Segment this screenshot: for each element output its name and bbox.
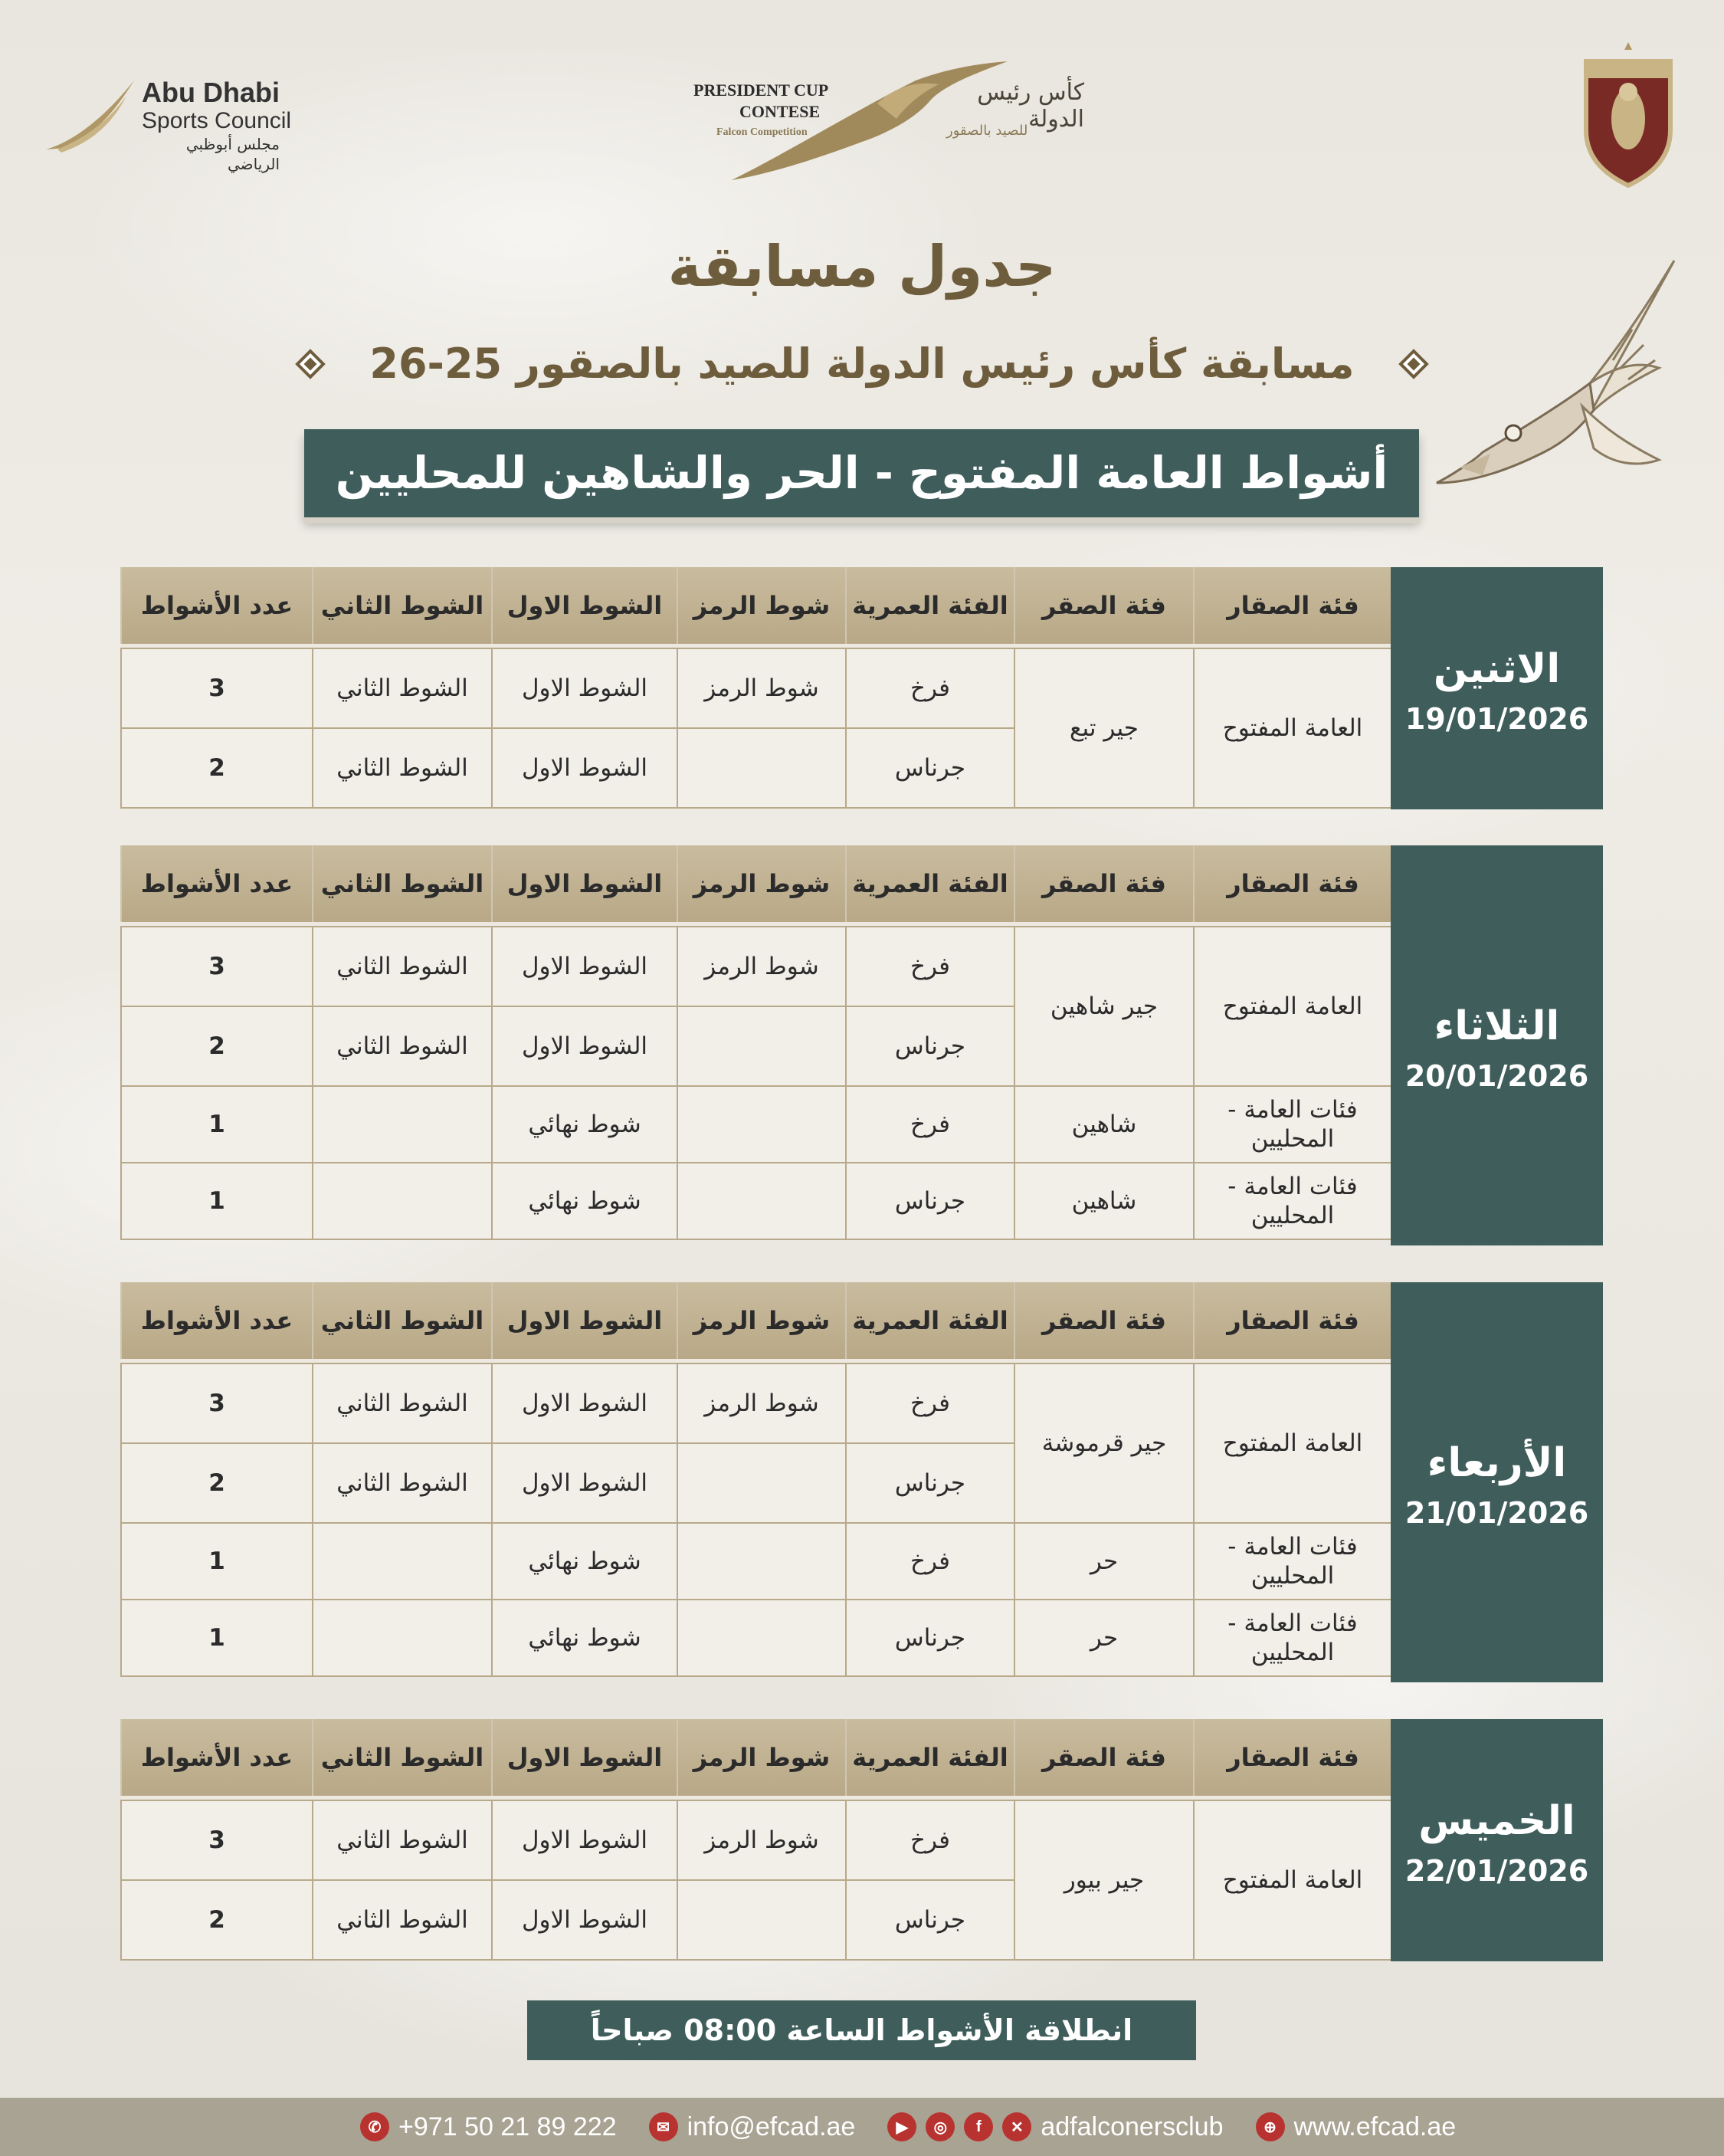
president-cup-logo	[686, 57, 1084, 188]
column-header: فئة الصقر	[1014, 1282, 1194, 1359]
first-round-cell: الشوط الاول	[492, 648, 677, 728]
column-header: شوط الرمز	[677, 1719, 846, 1796]
falconer-category-cell: فئات العامة - المحليين	[1194, 1600, 1391, 1676]
column-header: الشوط الاول	[492, 1719, 677, 1796]
day-block-tuesday	[120, 845, 1603, 1245]
second-round-cell: الشوط الثاني	[313, 1800, 492, 1880]
falconer-category-cell: فئات العامة - المحليين	[1194, 1163, 1391, 1239]
table-header-row	[121, 1719, 1391, 1796]
age-group-cell: جرناس	[846, 1600, 1014, 1676]
age-group-cell: فرخ	[846, 1363, 1014, 1443]
column-header: شوط الرمز	[677, 567, 846, 644]
round-count-cell: 3	[121, 648, 313, 728]
round-count-cell: 2	[121, 1880, 313, 1960]
column-header: الفئة العمرية	[846, 1719, 1014, 1796]
column-header: عدد الأشواط	[121, 1719, 313, 1796]
schedule-table	[120, 1282, 1392, 1677]
footer-contacts	[360, 2098, 1456, 2156]
falcon-category-cell: حر	[1014, 1523, 1194, 1600]
shield-emblem-icon	[1575, 38, 1682, 192]
symbol-round-cell	[677, 1443, 846, 1523]
category-banner-text: أشواط العامة المفتوح - الحر والشاهين للمحليين	[335, 447, 1388, 499]
age-group-cell: جرناس	[846, 1006, 1014, 1086]
table-row	[121, 1363, 1391, 1443]
round-count-cell: 1	[121, 1086, 313, 1163]
falcon-category-cell: جير شاهين	[1014, 927, 1194, 1086]
age-group-cell: فرخ	[846, 1800, 1014, 1880]
symbol-round-cell	[677, 1006, 846, 1086]
second-round-cell	[313, 1163, 492, 1239]
symbol-round-cell: شوط الرمز	[677, 927, 846, 1006]
first-round-cell: الشوط الاول	[492, 728, 677, 808]
column-header: الشوط الثاني	[313, 567, 492, 644]
subtitle-row	[295, 333, 1429, 395]
cup-subtitle-en: Falcon Competition	[716, 126, 808, 138]
table-row	[121, 648, 1391, 728]
table-row	[121, 927, 1391, 1006]
second-round-cell: الشوط الثاني	[313, 728, 492, 808]
symbol-round-cell: شوط الرمز	[677, 1800, 846, 1880]
column-header: فئة الصقار	[1194, 845, 1391, 922]
cup-title-en-1: PRESIDENT CUP	[693, 80, 829, 100]
x-twitter-icon[interactable]: ✕	[1002, 2112, 1031, 2141]
day-name: الثلاثاء	[1434, 1003, 1560, 1049]
first-round-cell: الشوط الاول	[492, 1443, 677, 1523]
day-date: 20/01/2026	[1404, 1059, 1589, 1093]
day-panel	[1391, 567, 1603, 809]
day-panel	[1391, 1719, 1603, 1961]
instagram-icon[interactable]: ◎	[926, 2112, 955, 2141]
day-panel	[1391, 1282, 1603, 1682]
cup-title-ar: كأس رئيس الدولة	[977, 79, 1084, 133]
column-header: الشوط الاول	[492, 567, 677, 644]
second-round-cell: الشوط الثاني	[313, 1363, 492, 1443]
day-block-wednesday	[120, 1282, 1603, 1682]
falconer-category-cell: العامة المفتوح	[1194, 927, 1391, 1086]
age-group-cell: جرناس	[846, 1443, 1014, 1523]
adsc-name-line1: Abu Dhabi	[142, 77, 280, 108]
falconer-category-cell: فئات العامة - المحليين	[1194, 1086, 1391, 1163]
competition-subtitle: مسابقة كأس رئيس الدولة للصيد بالصقور 25-26	[369, 340, 1355, 388]
second-round-cell	[313, 1600, 492, 1676]
column-header: فئة الصقار	[1194, 567, 1391, 644]
falcon-category-cell: شاهين	[1014, 1086, 1194, 1163]
column-header: فئة الصقار	[1194, 1719, 1391, 1796]
second-round-cell: الشوط الثاني	[313, 1880, 492, 1960]
column-header: عدد الأشواط	[121, 845, 313, 922]
flying-falcon-icon	[1429, 253, 1682, 506]
youtube-icon[interactable]: ▶	[887, 2112, 916, 2141]
first-round-cell: شوط نهائي	[492, 1163, 677, 1239]
day-block-monday	[120, 567, 1603, 809]
first-round-cell: شوط نهائي	[492, 1086, 677, 1163]
round-count-cell: 1	[121, 1600, 313, 1676]
falcon-category-cell: شاهين	[1014, 1163, 1194, 1239]
table-row	[121, 1163, 1391, 1239]
symbol-round-cell	[677, 1086, 846, 1163]
round-count-cell: 3	[121, 927, 313, 1006]
column-header: الفئة العمرية	[846, 1282, 1014, 1359]
day-panel	[1391, 845, 1603, 1245]
column-header: الشوط الاول	[492, 1282, 677, 1359]
second-round-cell: الشوط الثاني	[313, 927, 492, 1006]
column-header: الشوط الثاني	[313, 845, 492, 922]
symbol-round-cell	[677, 1880, 846, 1960]
facebook-icon[interactable]: f	[964, 2112, 993, 2141]
falcon-category-cell: جير تبع	[1014, 648, 1194, 808]
table-header-row	[121, 845, 1391, 922]
schedule-table	[120, 1719, 1392, 1961]
table-row	[121, 1600, 1391, 1676]
column-header: الشوط الثاني	[313, 1719, 492, 1796]
column-header: عدد الأشواط	[121, 1282, 313, 1359]
column-header: عدد الأشواط	[121, 567, 313, 644]
first-round-cell: الشوط الاول	[492, 927, 677, 1006]
globe-icon: ⊕	[1256, 2112, 1285, 2141]
day-block-thursday	[120, 1719, 1603, 1961]
day-name: الخميس	[1418, 1798, 1575, 1844]
day-date: 19/01/2026	[1404, 702, 1589, 736]
footer-contact-bar	[0, 2098, 1724, 2156]
column-header: فئة الصقر	[1014, 1719, 1194, 1796]
second-round-cell	[313, 1086, 492, 1163]
day-name: الأربعاء	[1427, 1440, 1567, 1486]
falcon-category-cell: جير قرموشة	[1014, 1363, 1194, 1523]
symbol-round-cell	[677, 1600, 846, 1676]
table-row	[121, 1800, 1391, 1880]
column-header: الفئة العمرية	[846, 567, 1014, 644]
age-group-cell: جرناس	[846, 1880, 1014, 1960]
page-title: جدول مسابقة	[667, 234, 1057, 300]
symbol-round-cell	[677, 1163, 846, 1239]
falcon-category-cell: حر	[1014, 1600, 1194, 1676]
column-header: شوط الرمز	[677, 845, 846, 922]
age-group-cell: فرخ	[846, 1086, 1014, 1163]
day-name: الاثنين	[1433, 646, 1561, 692]
footer-social-handle[interactable]: adfalconersclub	[1041, 2112, 1224, 2141]
second-round-cell: الشوط الثاني	[313, 1443, 492, 1523]
round-count-cell: 2	[121, 1006, 313, 1086]
round-count-cell: 3	[121, 1363, 313, 1443]
symbol-round-cell	[677, 728, 846, 808]
symbol-round-cell	[677, 1523, 846, 1600]
table-header-row	[121, 1282, 1391, 1359]
footer-email[interactable]: info@efcad.ae	[687, 2112, 856, 2141]
first-round-cell: الشوط الاول	[492, 1363, 677, 1443]
column-header: فئة الصقار	[1194, 1282, 1391, 1359]
adsc-name-line2: Sports Council	[142, 108, 292, 133]
day-date: 22/01/2026	[1404, 1854, 1589, 1888]
footer-website[interactable]: www.efcad.ae	[1293, 2112, 1457, 2141]
second-round-cell	[313, 1523, 492, 1600]
first-round-cell: الشوط الاول	[492, 1880, 677, 1960]
age-group-cell: جرناس	[846, 728, 1014, 808]
age-group-cell: جرناس	[846, 1163, 1014, 1239]
column-header: فئة الصقر	[1014, 567, 1194, 644]
table-row	[121, 1086, 1391, 1163]
first-round-cell: الشوط الاول	[492, 1006, 677, 1086]
category-banner	[304, 429, 1419, 517]
adsc-logo	[42, 73, 295, 173]
first-round-cell: الشوط الاول	[492, 1800, 677, 1880]
adsc-feather-icon	[42, 73, 142, 157]
table-header-row	[121, 567, 1391, 644]
falconer-category-cell: العامة المفتوح	[1194, 1363, 1391, 1523]
adsc-name-arabic: مجلس أبوظبي الرياضي	[185, 135, 280, 173]
email-icon: ✉	[649, 2112, 678, 2141]
schedule-table	[120, 567, 1392, 809]
cup-subtitle-ar: للصيد بالصقور	[946, 123, 1028, 139]
start-time-note: انطلاقة الأشواط الساعة 08:00 صباحاً	[527, 2000, 1196, 2060]
day-date: 21/01/2026	[1404, 1496, 1589, 1530]
column-header: فئة الصقر	[1014, 845, 1194, 922]
cup-title-en-2: CONTESE	[739, 102, 821, 121]
schedule-table	[120, 845, 1392, 1240]
age-group-cell: فرخ	[846, 927, 1014, 1006]
round-count-cell: 3	[121, 1800, 313, 1880]
falconer-category-cell: العامة المفتوح	[1194, 648, 1391, 808]
falconers-club-emblem	[1575, 38, 1682, 192]
diamond-ornament-icon	[1398, 349, 1429, 379]
falconer-category-cell: العامة المفتوح	[1194, 1800, 1391, 1960]
round-count-cell: 2	[121, 728, 313, 808]
footer-phone[interactable]: +971 50 21 89 222	[398, 2112, 617, 2141]
round-count-cell: 1	[121, 1163, 313, 1239]
column-header: شوط الرمز	[677, 1282, 846, 1359]
column-header: الشوط الاول	[492, 845, 677, 922]
second-round-cell: الشوط الثاني	[313, 1006, 492, 1086]
column-header: الفئة العمرية	[846, 845, 1014, 922]
first-round-cell: شوط نهائي	[492, 1523, 677, 1600]
round-count-cell: 1	[121, 1523, 313, 1600]
age-group-cell: فرخ	[846, 1523, 1014, 1600]
whatsapp-icon: ✆	[360, 2112, 389, 2141]
first-round-cell: شوط نهائي	[492, 1600, 677, 1676]
second-round-cell: الشوط الثاني	[313, 648, 492, 728]
symbol-round-cell: شوط الرمز	[677, 648, 846, 728]
age-group-cell: فرخ	[846, 648, 1014, 728]
table-row	[121, 1523, 1391, 1600]
symbol-round-cell: شوط الرمز	[677, 1363, 846, 1443]
falcon-category-cell: جير بيور	[1014, 1800, 1194, 1960]
falconer-category-cell: فئات العامة - المحليين	[1194, 1523, 1391, 1600]
column-header: الشوط الثاني	[313, 1282, 492, 1359]
round-count-cell: 2	[121, 1443, 313, 1523]
